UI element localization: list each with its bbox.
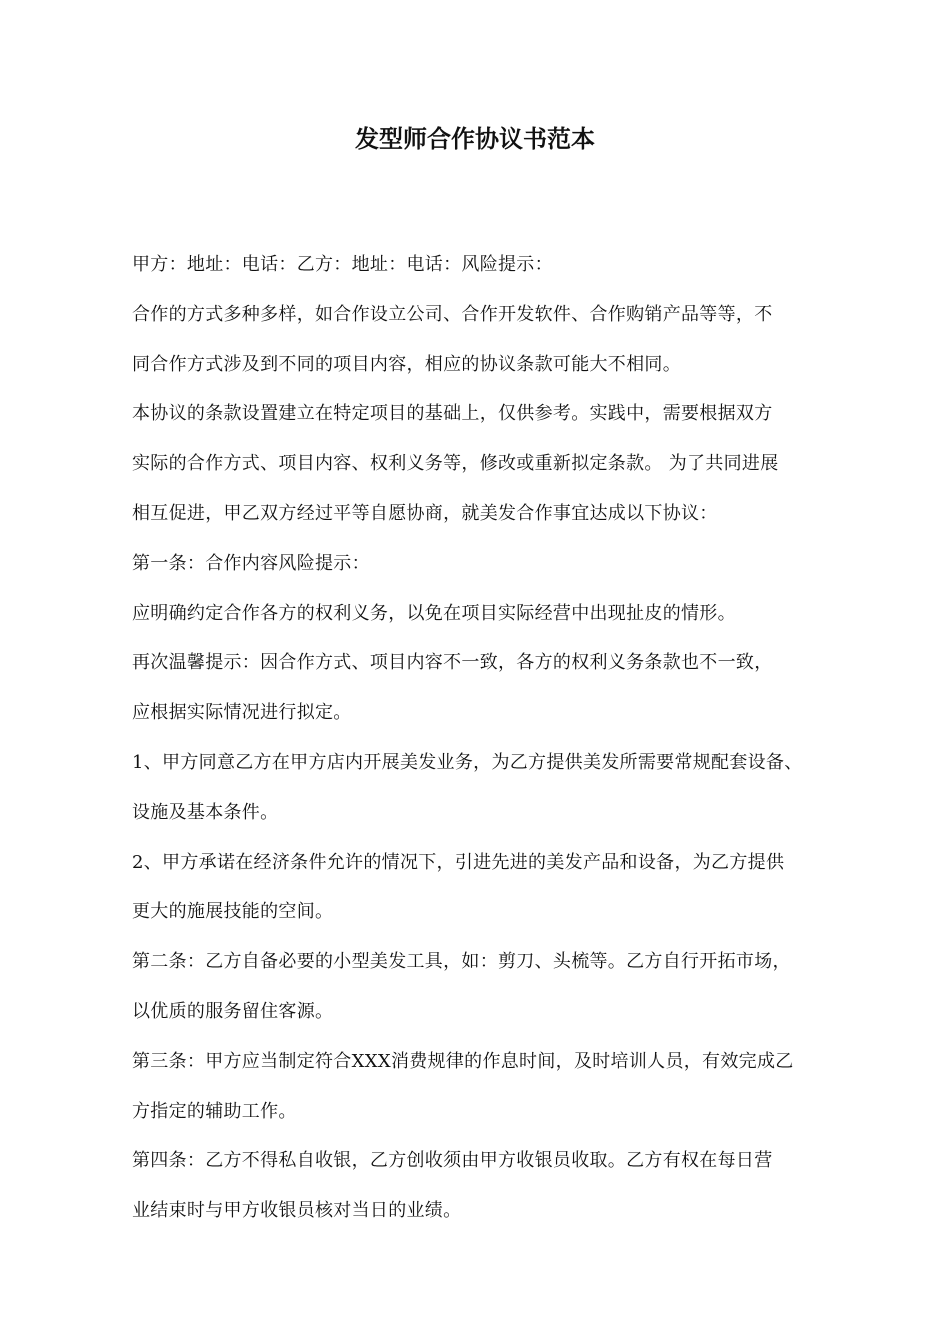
body-line: 本协议的条款设置建立在特定项目的基础上，仅供参考。实践中，需要根据双方: [132, 403, 773, 425]
body-line: 设施及基本条件。: [132, 801, 279, 823]
body-line: 实际的合作方式、项目内容、权利义务等，修改或重新拟定条款。 为了共同进展: [132, 453, 779, 475]
body-line: 业结束时与甲方收银员核对当日的业绩。: [132, 1200, 462, 1222]
body-line: 更大的施展技能的空间。: [132, 901, 334, 923]
body-line: 以优质的服务留住客源。: [132, 1000, 334, 1022]
body-line: 再次温馨提示：因合作方式、项目内容不一致，各方的权利义务条款也不一致，: [132, 652, 773, 674]
body-line: 第一条：合作内容风险提示：: [132, 552, 370, 574]
body-line: 第二条：乙方自备必要的小型美发工具，如：剪刀、头梳等。乙方自行开拓市场，: [132, 951, 791, 973]
body-line: 同合作方式涉及到不同的项目内容，相应的协议条款可能大不相同。: [132, 353, 681, 375]
body-line: 相互促进，甲乙双方经过平等自愿协商，就美发合作事宜达成以下协议：: [132, 502, 718, 524]
body-line: 1、甲方同意乙方在甲方店内开展美发业务，为乙方提供美发所需要常规配套设备、: [132, 751, 803, 773]
body-line: 第三条：甲方应当制定符合XXX消费规律的作息时间，及时培训人员，有效完成乙: [132, 1050, 794, 1072]
body-line: 甲方：地址：电话：乙方：地址：电话：风险提示：: [132, 254, 553, 275]
body-line: 合作的方式多种多样，如合作设立公司、合作开发软件、合作购销产品等等，不: [132, 303, 773, 325]
body-line: 方指定的辅助工作。: [132, 1100, 297, 1122]
body-line: 应根据实际情况进行拟定。: [132, 702, 352, 724]
body-line: 2、甲方承诺在经济条件允许的情况下，引进先进的美发产品和设备，为乙方提供: [132, 851, 785, 873]
body-line: 第四条：乙方不得私自收银，乙方创收须由甲方收银员收取。乙方有权在每日营: [132, 1150, 773, 1172]
document-title: 发型师合作协议书范本: [355, 125, 595, 153]
document-body: [132, 240, 838, 1236]
body-line: 应明确约定合作各方的权利义务，以免在项目实际经营中出现扯皮的情形。: [132, 602, 736, 624]
